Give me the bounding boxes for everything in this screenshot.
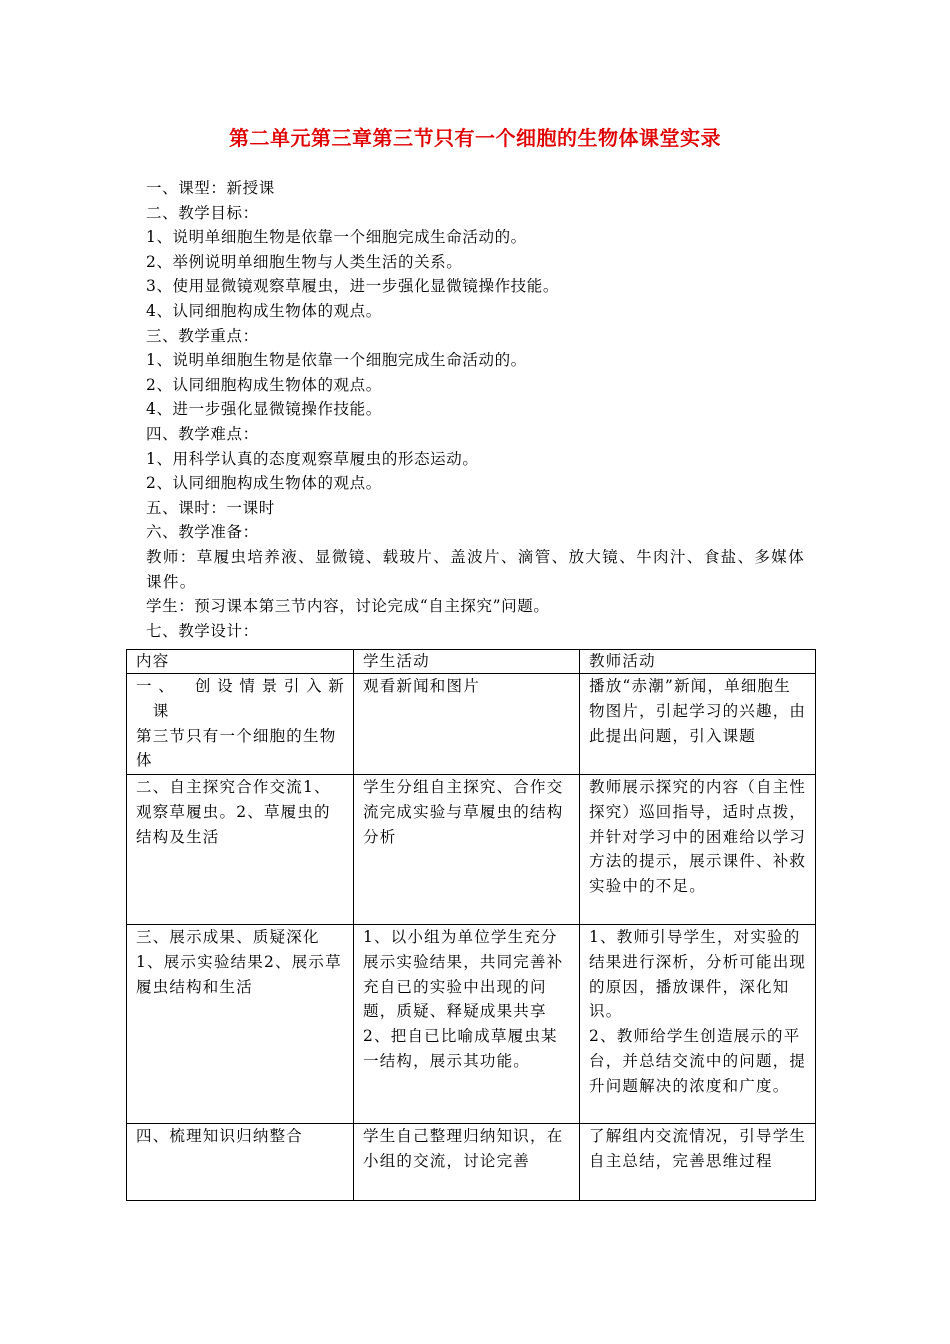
- table-header-row: [127, 650, 816, 674]
- row-student-cell: 学生自己整理归纳知识，在小组的交流，讨论完善: [354, 1124, 580, 1201]
- objective-item: 2、举例说明单细胞生物与人类生活的关系。: [146, 252, 463, 271]
- student-preparation: 学生：预习课本第三节内容，讨论完成“自主探究”问题。: [146, 597, 550, 616]
- difficulty-item: 2、认同细胞构成生物体的观点。: [146, 474, 382, 493]
- key-point-item: 2、认同细胞构成生物体的观点。: [146, 375, 382, 394]
- content-line: 课: [136, 701, 170, 720]
- content-line: 一、 创设情景引入新: [136, 677, 345, 695]
- teacher-activity-part: 2、教师给学生创造展示的平台，并总结交流中的问题，提升问题解决的浓度和广度。: [589, 1027, 807, 1095]
- table-row: [127, 925, 816, 1124]
- document-title: 第二单元第三章第三节只有一个细胞的生物体课堂实录: [229, 126, 721, 150]
- row-student-cell: 观看新闻和图片: [354, 674, 580, 775]
- preparation-heading: 六、教学准备：: [146, 523, 259, 542]
- lesson-plan-body: [146, 176, 816, 643]
- row-student-cell: 1、以小组为单位学生充分展示实验结果，共同完善补充自已的实验中出现的问题，质疑、释疑成果共享2、把自已比喻成草履虫某一结构，展示其功能。: [354, 925, 580, 1124]
- objectives-heading: 二、教学目标：: [146, 203, 259, 222]
- header-content: 内容: [127, 650, 354, 674]
- header-student-activity: 学生活动: [354, 650, 580, 674]
- key-points-heading: 三、教学重点：: [146, 326, 259, 345]
- header-teacher-activity: 教师活动: [580, 650, 816, 674]
- key-point-item: 4、进一步强化显微镜操作技能。: [146, 400, 382, 419]
- row-content-cell: 三、展示成果、质疑深化1、展示实验结果2、展示草履虫结构和生活: [127, 925, 354, 1124]
- teaching-design-table: [126, 649, 816, 1201]
- key-point-item: 1、说明单细胞生物是依靠一个细胞完成生命活动的。: [146, 351, 527, 370]
- table-row: [127, 1124, 816, 1201]
- class-hours-line: 五、课时：一课时: [146, 498, 275, 517]
- table-row: [127, 674, 816, 775]
- row-teacher-cell: 教师展示探究的内容（自主性探究）巡回指导，适时点拨，并针对学习中的困难给以学习方法的提示，展示课件、补救实验中的不足。: [580, 775, 816, 925]
- objective-item: 4、认同细胞构成生物体的观点。: [146, 301, 382, 320]
- row-teacher-cell: 播放“赤潮”新闻，单细胞生物图片，引起学习的兴趣，由此提出问题，引入课题: [580, 674, 816, 775]
- row-content-cell: 四、梳理知识归纳整合: [127, 1124, 354, 1201]
- course-type-line: 一、课型：新授课: [146, 179, 275, 197]
- objective-item: 3、使用显微镜观察草履虫，进一步强化显微镜操作技能。: [146, 277, 559, 296]
- content-line: 第三节只有一个细胞的生物体: [136, 726, 337, 770]
- teacher-preparation: 教师：草履虫培养液、显微镜、载玻片、盖波片、滴管、放大镜、牛肉汁、食盐、多媒体课件。: [146, 547, 806, 591]
- difficulties-heading: 四、教学难点：: [146, 424, 259, 443]
- row-content-cell: [127, 674, 354, 775]
- objective-item: 1、说明单细胞生物是依靠一个细胞完成生命活动的。: [146, 228, 527, 247]
- row-teacher-cell: [580, 925, 816, 1124]
- teacher-activity-part: 1、教师引导学生，对实验的结果进行深析，分析可能出现的原因，播放课件，深化知识。: [589, 928, 807, 1021]
- row-student-cell: 学生分组自主探究、合作交流完成实验与草履虫的结构分析: [354, 775, 580, 925]
- table-row: [127, 775, 816, 925]
- row-content-cell: 二、自主探究合作交流1、观察草履虫。2、草履虫的结构及生活: [127, 775, 354, 925]
- difficulty-item: 1、用科学认真的态度观察草履虫的形态运动。: [146, 449, 479, 468]
- row-teacher-cell: 了解组内交流情况，引导学生自主总结，完善思维过程: [580, 1124, 816, 1201]
- design-heading: 七、教学设计：: [146, 621, 259, 640]
